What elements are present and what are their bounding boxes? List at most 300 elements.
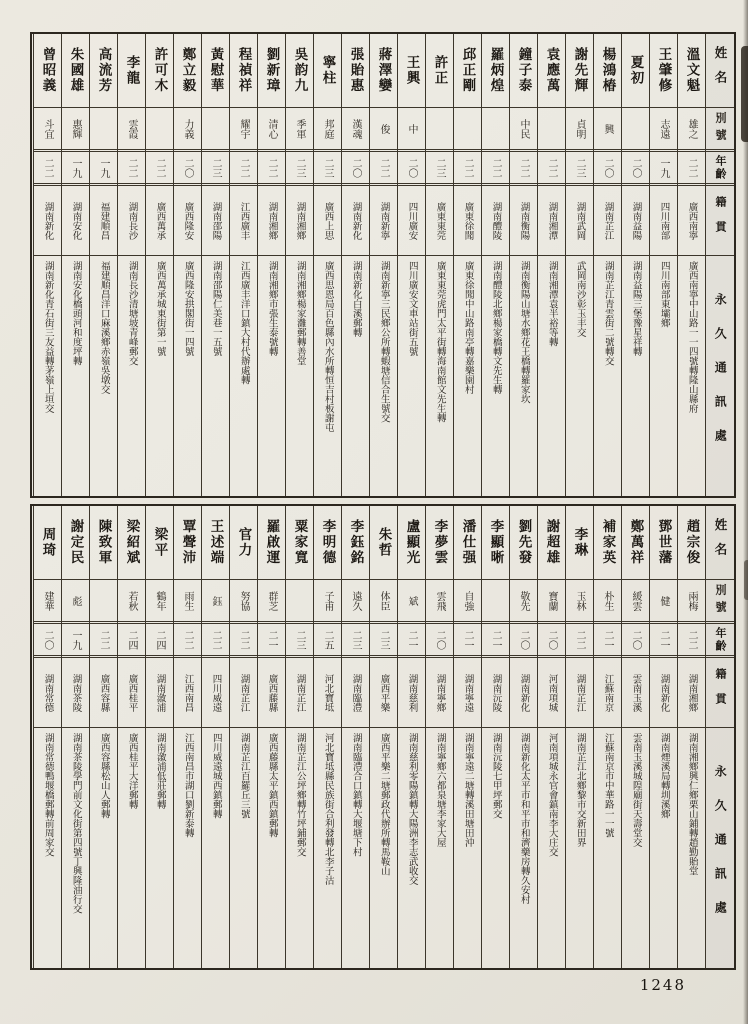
person-alias: 建華 (34, 580, 61, 624)
header-age-label: 年齡 (706, 624, 734, 658)
person-native: 湖南新化 (650, 658, 677, 728)
person-native: 河北寶坻 (314, 658, 341, 728)
person-alias: 力義 (174, 108, 201, 152)
person-column (201, 34, 229, 496)
person-address: 湖南安化橋頭河和度坪轉 (70, 261, 82, 366)
person-age: 二〇 (426, 624, 453, 658)
person-column (425, 34, 453, 496)
person-name: 劉新璋 (258, 34, 285, 108)
person-native: 廣西藤縣 (258, 658, 285, 728)
person-alias: 清心 (258, 108, 285, 152)
person-name: 袁應萬 (538, 34, 565, 108)
person-age: 二五 (314, 624, 341, 658)
person-native: 湖南武岡 (566, 186, 593, 256)
person-column (649, 34, 677, 496)
person-alias (286, 580, 313, 624)
person-native: 江蘇南京 (594, 658, 621, 728)
person-address: 湖南寧鄉六都泉塘李家大屋 (434, 733, 446, 847)
person-alias: 興 (594, 108, 621, 152)
person-address: 湖南芷江北鄉黎市交新田界 (574, 733, 586, 847)
person-name: 王肇修 (650, 34, 677, 108)
person-name: 朱國雄 (62, 34, 89, 108)
person-address: 雲南玉溪城隍廟街天壽堂交 (630, 733, 642, 847)
person-native: 湖南湘鄉 (678, 658, 705, 728)
person-alias: 緩雲 (622, 580, 649, 624)
person-native: 廣東東莞 (426, 186, 453, 256)
person-address: 四川南部東壩鄉 (658, 261, 670, 328)
person-native: 湖南漵浦 (146, 658, 173, 728)
person-name: 許正 (426, 34, 453, 108)
person-address: 湖南常德鴨堰橋郵轉前周家交 (42, 733, 54, 857)
person-name: 高流芳 (90, 34, 117, 108)
person-age: 二二 (566, 624, 593, 658)
person-alias: 若秋 (118, 580, 145, 624)
person-alias: 漢魂 (342, 108, 369, 152)
person-age: 二二 (538, 152, 565, 186)
person-alias (90, 580, 117, 624)
person-native: 湖南益陽 (622, 186, 649, 256)
person-native: 湖南安化 (62, 186, 89, 256)
person-age: 二二 (370, 152, 397, 186)
person-alias: 遠久 (342, 580, 369, 624)
person-name: 朱哲 (370, 506, 397, 580)
person-name: 邱正剛 (454, 34, 481, 108)
person-alias: 季軍 (286, 108, 313, 152)
person-alias: 敬先 (510, 580, 537, 624)
person-age: 二二 (482, 152, 509, 186)
person-address: 湖南新化白溪郵轉 (350, 261, 362, 337)
person-name: 趙宗俊 (678, 506, 705, 580)
person-alias: 子甫 (314, 580, 341, 624)
person-native: 湖南湘潭 (538, 186, 565, 256)
person-alias: 惠輝 (62, 108, 89, 152)
person-name: 謝定民 (62, 506, 89, 580)
person-column (117, 34, 145, 496)
person-address: 武岡南沙彰玉丰交 (574, 261, 586, 337)
person-alias: 体臣 (370, 580, 397, 624)
person-name: 曾昭義 (34, 34, 61, 108)
person-native: 湖南寧遠 (454, 658, 481, 728)
person-alias: 雨生 (174, 580, 201, 624)
person-alias (482, 580, 509, 624)
person-column (369, 506, 397, 968)
person-name: 鄭立毅 (174, 34, 201, 108)
header-name-label: 姓名 (706, 506, 734, 580)
person-column (229, 506, 257, 968)
person-address: 湖南芷江百羅丘三號 (238, 733, 250, 819)
header-native-label: 籍貫 (706, 658, 734, 728)
person-column (229, 34, 257, 496)
person-address: 湖南芷江公坪鄉轉竹坪鋪郵交 (294, 733, 306, 857)
person-address: 湖南沅陵七甲坪郵交 (490, 733, 502, 819)
person-native: 福建順昌 (90, 186, 117, 256)
person-age: 二二 (118, 152, 145, 186)
person-address: 湖南新化太平市和平市和濟藥房轉久安村 (518, 733, 530, 904)
person-name: 程禎祥 (230, 34, 257, 108)
person-age: 二三 (342, 624, 369, 658)
person-native: 廣西隆安 (174, 186, 201, 256)
person-address: 廣西藤縣太平鎮西鎮郵轉 (266, 733, 278, 838)
person-address: 湖南益陽三堡豫星祥轉 (630, 261, 642, 356)
person-name: 陳致軍 (90, 506, 117, 580)
person-column (33, 506, 61, 968)
person-name: 吳韵九 (286, 34, 313, 108)
person-column (453, 506, 481, 968)
person-column (61, 34, 89, 496)
person-address: 湖南新化青石街三友益轉茅嶺上垣交 (42, 261, 54, 413)
person-alias: 朴生 (594, 580, 621, 624)
person-age: 二二 (454, 152, 481, 186)
person-age: 二一 (650, 624, 677, 658)
person-column (117, 506, 145, 968)
person-address: 湖南漵浦低莊郵轉 (154, 733, 166, 809)
person-native: 廣西容縣 (90, 658, 117, 728)
person-name: 許可木 (146, 34, 173, 108)
person-address: 湖南湘鄉興仁鄉栗山鋪轉趙勤貽堂 (686, 733, 698, 876)
header-column-1 (705, 34, 734, 496)
person-column (397, 506, 425, 968)
person-age: 二一 (398, 624, 425, 658)
person-column (649, 506, 677, 968)
person-address: 河南項城永官會鎮南李大庄交 (546, 733, 558, 857)
person-name: 周琦 (34, 506, 61, 580)
person-column (257, 34, 285, 496)
person-address: 湖南湘鄉市張生泰號轉 (266, 261, 278, 356)
person-native: 湖南臨澧 (342, 658, 369, 728)
person-native: 湖南常德 (34, 658, 61, 728)
person-native: 湖南長沙 (118, 186, 145, 256)
person-age: 二二 (174, 624, 201, 658)
person-column (33, 34, 61, 496)
person-column (425, 506, 453, 968)
person-alias: 雲飛 (426, 580, 453, 624)
header-address-label: 永久通訊處 (713, 765, 728, 935)
person-age: 二三 (566, 152, 593, 186)
person-column (509, 34, 537, 496)
person-column (565, 506, 593, 968)
person-age: 二三 (202, 152, 229, 186)
person-age: 二〇 (34, 624, 61, 658)
person-age: 一九 (62, 152, 89, 186)
person-age: 一九 (90, 152, 117, 186)
person-column (565, 34, 593, 496)
person-name: 謝超雄 (538, 506, 565, 580)
person-age: 一九 (62, 624, 89, 658)
person-age: 二二 (230, 152, 257, 186)
registry-section-1 (30, 32, 736, 498)
person-alias: 中民 (510, 108, 537, 152)
person-column (537, 506, 565, 968)
person-name: 梁紹斌 (118, 506, 145, 580)
person-name: 羅啟運 (258, 506, 285, 580)
person-age: 二〇 (538, 624, 565, 658)
person-age: 二四 (146, 624, 173, 658)
person-column (621, 34, 649, 496)
person-age: 二三 (370, 624, 397, 658)
person-age: 二二 (678, 624, 705, 658)
person-name: 王興 (398, 34, 425, 108)
person-age: 二一 (258, 624, 285, 658)
person-name: 官力 (230, 506, 257, 580)
person-column (453, 34, 481, 496)
person-address: 湖南湘潭袁半裕等轉 (546, 261, 558, 347)
header-native-label: 籍貫 (706, 186, 734, 256)
person-age: 二〇 (622, 624, 649, 658)
person-native: 湖南新化 (34, 186, 61, 256)
header-alias-label: 別號 (706, 580, 734, 624)
person-native: 廣西桂平 (118, 658, 145, 728)
person-name: 羅炳煌 (482, 34, 509, 108)
person-address: 湖南寧遠二塘轉溪田塘田沖 (462, 733, 474, 847)
person-address: 河北寶坻縣民族街合利發轉北李子沽 (322, 733, 334, 885)
registry-section-2 (30, 504, 736, 970)
person-column (397, 34, 425, 496)
person-age: 二三 (426, 152, 453, 186)
person-name: 鄭萬祥 (622, 506, 649, 580)
person-address: 四川廣安文車站街五號 (406, 261, 418, 356)
person-address: 廣東東莞虎門太平街轉海南館文先生轉 (434, 261, 446, 423)
scan-blob-artifact (744, 560, 748, 600)
person-age: 二〇 (342, 152, 369, 186)
person-alias: 雄之 (678, 108, 705, 152)
person-name: 覃聲沛 (174, 506, 201, 580)
person-age: 二四 (118, 624, 145, 658)
person-age: 二一 (454, 624, 481, 658)
person-age: 二三 (286, 624, 313, 658)
person-native: 湖南芷江 (594, 186, 621, 256)
person-address: 湖南芷江青雲街二號轉交 (602, 261, 614, 366)
person-age: 二〇 (622, 152, 649, 186)
person-native: 湖南茶陵 (62, 658, 89, 728)
person-native: 廣西南寧 (678, 186, 705, 256)
person-column (593, 506, 621, 968)
person-column (145, 34, 173, 496)
person-name: 粟家寬 (286, 506, 313, 580)
person-native: 四川南部 (650, 186, 677, 256)
person-address: 湖南醴陵北鄉楊家橋轉文先生轉 (490, 261, 502, 394)
person-alias: 彪 (62, 580, 89, 624)
person-address: 廣西隆安拱閣街一四號 (182, 261, 194, 356)
person-alias: 貞明 (566, 108, 593, 152)
person-name: 潘仕强 (454, 506, 481, 580)
person-address: 廣西南寧中山路一一四號轉隆山縣府 (686, 261, 698, 413)
person-native: 江西廣丰 (230, 186, 257, 256)
person-address: 湖南衡陽山塘水鄉花王橋轉羅家坎 (518, 261, 530, 404)
person-age: 二二 (510, 152, 537, 186)
person-native: 湖南邵陽 (202, 186, 229, 256)
person-alias: 鈺 (202, 580, 229, 624)
person-alias: 雲霞 (118, 108, 145, 152)
person-address: 湖南湘鄉楊家灘郵轉善堂 (294, 261, 306, 366)
person-alias: 斌 (398, 580, 425, 624)
person-name: 補家英 (594, 506, 621, 580)
header-alias-label: 別號 (706, 108, 734, 152)
person-column (593, 34, 621, 496)
person-age: 二二 (230, 624, 257, 658)
person-alias: 邦庭 (314, 108, 341, 152)
person-age: 二一 (594, 624, 621, 658)
person-address: 四川威遠城西鎮郵轉 (210, 733, 222, 819)
page-content (30, 32, 736, 976)
person-age: 二一 (482, 624, 509, 658)
person-native: 廣東徐聞 (454, 186, 481, 256)
person-age: 二二 (258, 152, 285, 186)
person-column (145, 506, 173, 968)
person-age: 二二 (90, 624, 117, 658)
person-address: 廣東徐聞中山路南亭轉嘉樂園村 (462, 261, 474, 394)
person-native: 廣西萬承 (146, 186, 173, 256)
person-column (481, 34, 509, 496)
person-column (677, 506, 705, 968)
person-age: 二二 (146, 152, 173, 186)
person-native: 雲南玉溪 (622, 658, 649, 728)
person-address: 湖南長沙清塘坡青峰郵交 (126, 261, 138, 366)
person-alias: 兩梅 (678, 580, 705, 624)
page-number: 1248 (639, 976, 686, 994)
scan-blob-artifact (741, 46, 748, 142)
person-address: 湖南臨澧合口鎮轉大堰塘下村 (350, 733, 362, 857)
person-native: 湖南衡陽 (510, 186, 537, 256)
person-native: 湖南芷江 (230, 658, 257, 728)
person-alias (538, 108, 565, 152)
person-age: 二三 (286, 152, 313, 186)
person-address: 湖南新寧三民鄉公所轉蝦塘信合生號交 (378, 261, 390, 423)
person-alias: 玉林 (566, 580, 593, 624)
person-alias (146, 108, 173, 152)
person-native: 湖南芷江 (286, 658, 313, 728)
person-age: 二〇 (510, 624, 537, 658)
person-name: 盧顯光 (398, 506, 425, 580)
person-native: 湖南醴陵 (482, 186, 509, 256)
person-native: 湖南慈利 (398, 658, 425, 728)
person-name: 謝先輝 (566, 34, 593, 108)
person-name: 鄧世藩 (650, 506, 677, 580)
person-alias (426, 108, 453, 152)
person-address: 湖南茶陵學門前文化街第四號丁興隆油行交 (70, 733, 82, 914)
person-native: 湖南新寧 (370, 186, 397, 256)
person-native: 河南項城 (538, 658, 565, 728)
person-column (61, 506, 89, 968)
person-native: 四川威遠 (202, 658, 229, 728)
person-alias (482, 108, 509, 152)
person-name: 劉先發 (510, 506, 537, 580)
person-name: 李琳 (566, 506, 593, 580)
person-age: 二二 (678, 152, 705, 186)
person-column (257, 506, 285, 968)
person-alias (202, 108, 229, 152)
person-column (341, 34, 369, 496)
header-column-2 (705, 506, 734, 968)
person-name: 李顯晰 (482, 506, 509, 580)
person-column (313, 506, 341, 968)
person-native: 四川廣安 (398, 186, 425, 256)
person-address: 湖南煙溪局轉圳溪鄉 (658, 733, 670, 819)
person-alias: 中 (398, 108, 425, 152)
person-age: 二〇 (398, 152, 425, 186)
person-age: 二〇 (594, 152, 621, 186)
person-age: 二二 (202, 624, 229, 658)
person-column (341, 506, 369, 968)
person-alias: 斗宜 (34, 108, 61, 152)
person-name: 鐘子泰 (510, 34, 537, 108)
person-name: 寧柱 (314, 34, 341, 108)
person-alias (622, 108, 649, 152)
person-age: 一九 (650, 152, 677, 186)
person-native: 湖南湘鄉 (286, 186, 313, 256)
person-column (537, 34, 565, 496)
person-name: 李鈺銘 (342, 506, 369, 580)
header-age-label: 年齡 (706, 152, 734, 186)
person-column (285, 506, 313, 968)
person-alias: 寶蘭 (538, 580, 565, 624)
person-alias: 耀宇 (230, 108, 257, 152)
person-address: 湖南邵陽仁美巷一五號 (210, 261, 222, 356)
person-column (89, 506, 117, 968)
person-alias: 志遠 (650, 108, 677, 152)
person-column (677, 34, 705, 496)
person-native: 湖南芷江 (566, 658, 593, 728)
person-alias: 健 (650, 580, 677, 624)
person-alias: 自強 (454, 580, 481, 624)
person-column (285, 34, 313, 496)
person-column (173, 34, 201, 496)
person-native: 廣西上思 (314, 186, 341, 256)
person-name: 李夢雲 (426, 506, 453, 580)
person-address: 福建順昌洋口麻溪鄉赤嶺吳墩交 (98, 261, 110, 394)
person-name: 王述端 (202, 506, 229, 580)
person-address: 廣西平樂二塘郵政代辦所轉馬鞍山 (378, 733, 390, 876)
person-native: 湖南湘鄉 (258, 186, 285, 256)
person-name: 黃慰華 (202, 34, 229, 108)
person-name: 溫文魁 (678, 34, 705, 108)
person-native: 湖南新化 (342, 186, 369, 256)
person-address: 湖南慈利零陽鎮轉大陽洲李志武收交 (406, 733, 418, 885)
person-column (201, 506, 229, 968)
person-column (369, 34, 397, 496)
person-address: 江西南昌市湖口劉新泰轉 (182, 733, 194, 838)
person-native: 湖南沅陵 (482, 658, 509, 728)
person-alias (90, 108, 117, 152)
person-native: 湖南寧鄉 (426, 658, 453, 728)
person-name: 梁平 (146, 506, 173, 580)
person-alias: 俊 (370, 108, 397, 152)
person-column (621, 506, 649, 968)
person-native: 湖南新化 (510, 658, 537, 728)
person-address: 江蘇南京市中華路一一號 (602, 733, 614, 838)
person-name: 蔣澤孌 (370, 34, 397, 108)
person-age: 二三 (314, 152, 341, 186)
person-column (509, 506, 537, 968)
person-alias (454, 108, 481, 152)
person-column (313, 34, 341, 496)
person-address: 江西廣丰洋口鎮大村代辦處轉 (238, 261, 250, 385)
person-address: 廣西思恩局百色縣內水所轉恒吉村板謝屯 (322, 261, 334, 432)
person-native: 江西南昌 (174, 658, 201, 728)
person-alias: 努協 (230, 580, 257, 624)
person-column (173, 506, 201, 968)
person-column (481, 506, 509, 968)
person-name: 夏初 (622, 34, 649, 108)
person-address: 廣西萬承城東街第一號 (154, 261, 166, 356)
header-name-label: 姓名 (706, 34, 734, 108)
person-age: 二〇 (174, 152, 201, 186)
person-address: 廣西桂平大洋郵轉 (126, 733, 138, 809)
person-age: 二二 (34, 152, 61, 186)
person-name: 楊鴻椿 (594, 34, 621, 108)
person-native: 廣西平樂 (370, 658, 397, 728)
person-alias: 群芝 (258, 580, 285, 624)
person-column (89, 34, 117, 496)
